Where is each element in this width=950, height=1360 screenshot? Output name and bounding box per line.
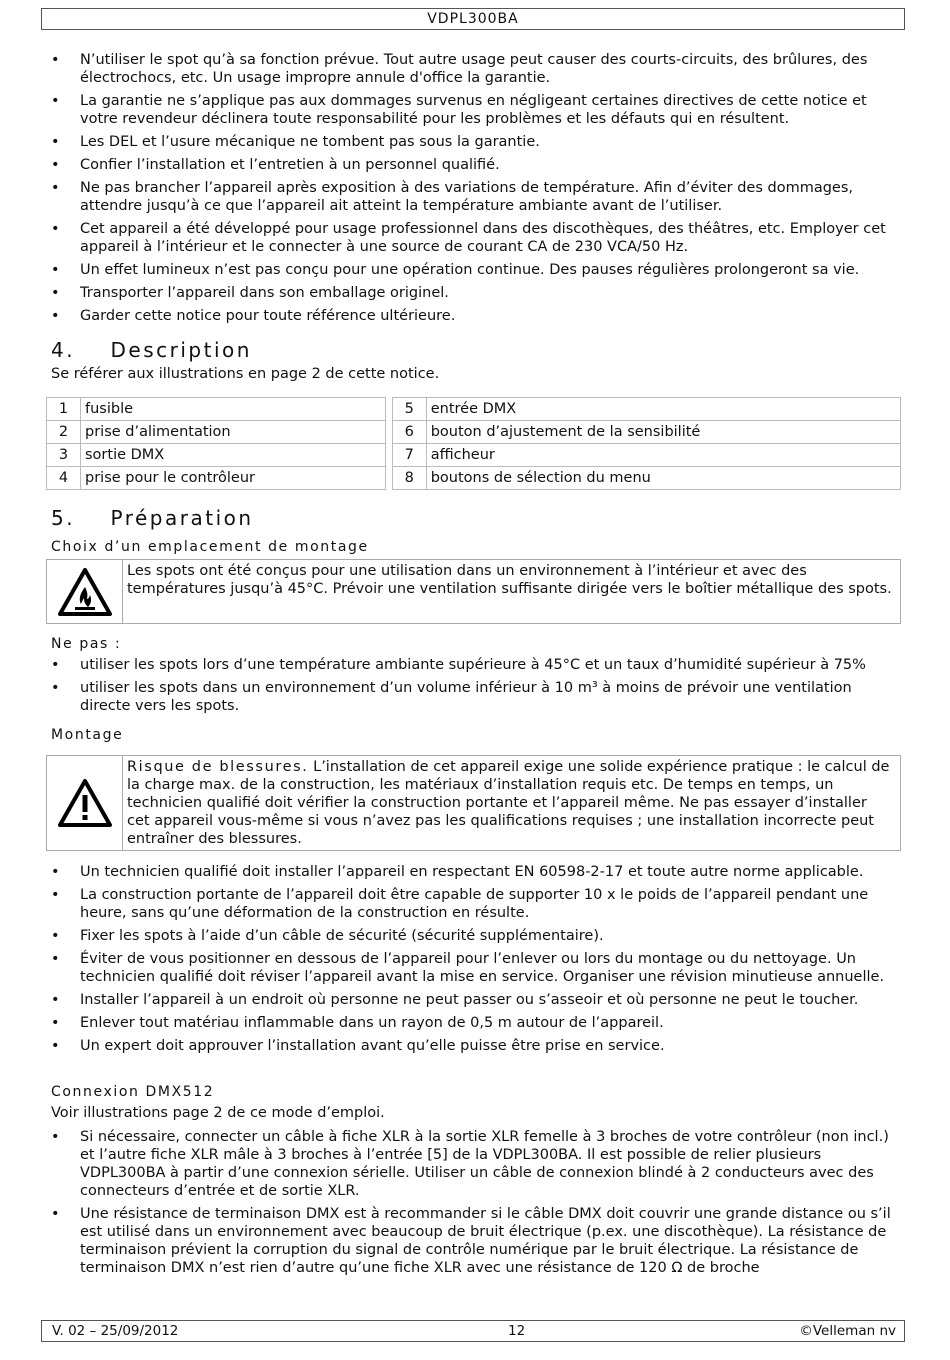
table-cell-number: 4: [47, 467, 81, 490]
table-cell-label: bouton d’ajustement de la sensibilité: [426, 421, 900, 444]
subtitle-ne-pas: Ne pas :: [51, 636, 122, 652]
subtitle-dmx: Connexion DMX512: [51, 1084, 215, 1100]
table-cell-number: 6: [392, 421, 426, 444]
list-item: • Cet appareil a été développé pour usage professionnel dans des discothèques, des théâtres, etc. Employer cet appareil à l’intérieur et le connecter à une source de courant CA de 230 VCA/50 Hz.: [0, 220, 950, 256]
montage-list: [0, 863, 950, 1060]
footer-version: V. 02 – 25/09/2012: [52, 1323, 179, 1339]
list-item: • Un effet lumineux n’est pas conçu pour une opération continue. Des pauses régulières prolongeront sa vie.: [0, 261, 950, 279]
table-cell-number: 3: [47, 444, 81, 467]
list-item: • Installer l’appareil à un endroit où personne ne peut passer ou s’asseoir et où personne ne peut le toucher.: [0, 991, 950, 1009]
list-item: • utiliser les spots lors d’une température ambiante supérieure à 45°C et un taux d’humidité supérieur à 75%: [0, 656, 950, 674]
list-item: • Fixer les spots à l’aide d’un câble de sécurité (sécurité supplémentaire).: [0, 927, 950, 945]
page-footer: [41, 1320, 905, 1342]
table-cell-number: 1: [47, 398, 81, 421]
table-cell-number: 5: [392, 398, 426, 421]
table-cell-label: fusible: [81, 398, 386, 421]
list-item: • Un technicien qualifié doit installer l’appareil en respectant EN 60598-2-17 et toute autre norme applicable.: [0, 863, 950, 881]
header-title: VDPL300BA: [427, 11, 519, 27]
dmx-intro: Voir illustrations page 2 de ce mode d’emploi.: [51, 1105, 385, 1121]
list-item: • Une résistance de terminaison DMX est à recommander si le câble DMX doit couvrir une grande distance ou s’il est utilisé dans un environnement avec beaucoup de bruit électrique (p.ex. une discothèque). La résistance de terminaison prévient la corruption du signal de contrôle numérique par le bruit électrique. La résistance de terminaison DMX n’est rien d’autre qu’une fiche XLR avec une résistance de 120 Ω de broche: [0, 1205, 950, 1277]
table-cell-number: 7: [392, 444, 426, 467]
injury-warning-lead: Risque de blessures.: [127, 759, 309, 775]
subtitle-montage: Montage: [51, 727, 124, 743]
list-item: • Garder cette notice pour toute référence ultérieure.: [0, 307, 950, 325]
list-item: • Enlever tout matériau inflammable dans un rayon de 0,5 m autour de l’appareil.: [0, 1014, 950, 1032]
table-row: [47, 444, 901, 467]
exclamation-warning-icon: [47, 756, 123, 850]
ne-pas-list: [0, 656, 950, 720]
table-row: [47, 467, 901, 490]
safety-bullet-list: [0, 51, 950, 330]
dmx-list: [0, 1128, 950, 1282]
table-cell-number: 2: [47, 421, 81, 444]
list-item: • N’utiliser le spot qu’à sa fonction prévue. Tout autre usage peut causer des courts-circuits, des brûlures, des électrochocs, etc. Un usage impropre annule d'office la garantie.: [0, 51, 950, 87]
list-item: • La garantie ne s’applique pas aux dommages survenus en négligeant certaines directives de cette notice et votre revendeur déclinera toute responsabilité pour les problèmes et les défauts qui en résultent.: [0, 92, 950, 128]
list-item: • Si nécessaire, connecter un câble à fiche XLR à la sortie XLR femelle à 3 broches de votre contrôleur (non incl.) et l’autre fiche XLR mâle à 3 broches à l’entrée [5] de la VDPL300BA. Il est possible de relier plusieurs VDPL300BA à partir d’une connexion sérielle. Utiliser un câble de connexion blindé à 2 conducteurs avec des connecteurs d’entrée et de sortie XLR.: [0, 1128, 950, 1200]
footer-copyright: ©Velleman nv: [799, 1323, 896, 1339]
list-item: • Ne pas brancher l’appareil après exposition à des variations de température. Afin d’éviter des dommages, attendre jusqu’à ce que l’appareil ait atteint la température ambiante avant de l’utiliser.: [0, 179, 950, 215]
injury-warning-box: [46, 755, 901, 851]
description-intro: Se référer aux illustrations en page 2 de cette notice.: [51, 366, 440, 382]
subtitle-location: Choix d’un emplacement de montage: [51, 539, 369, 555]
list-item: • Un expert doit approuver l’installation avant qu’elle puisse être prise en service.: [0, 1037, 950, 1055]
description-table: [46, 397, 901, 490]
injury-warning-body: L’installation de cet appareil exige une solide expérience pratique : le calcul de la charge max. de la construction, les matériaux d’installation requis etc. De temps en temps, un technicien qualifié doit vérifier la construction portante et l’appareil même. Ne pas essayer d’installer cet appareil vous-même si vous n’avez pas les qualifications requises ; une installation incorrecte peut entraîner des blessures.: [127, 759, 890, 847]
fire-warning-text: Les spots ont été conçus pour une utilisation dans un environnement à l’intérieur et avec des températures jusqu’à 45°C. Prévoir une ventilation suffisante dirigée vers le boîtier métallique des spots.: [127, 563, 892, 597]
table-cell-label: entrée DMX: [426, 398, 900, 421]
fire-warning-box: [46, 559, 901, 624]
table-cell-label: boutons de sélection du menu: [426, 467, 900, 490]
list-item: • La construction portante de l’appareil doit être capable de supporter 10 x le poids de l’appareil pendant une heure, sans qu’une déformation de la construction en résulte.: [0, 886, 950, 922]
table-cell-label: prise pour le contrôleur: [81, 467, 386, 490]
flammable-warning-icon: [47, 560, 123, 623]
footer-page-number: 12: [508, 1323, 526, 1339]
section-title-description: 4. Description: [51, 338, 252, 362]
list-item: • Éviter de vous positionner en dessous de l’appareil pour l’enlever ou lors du montage ou du nettoyage. Un technicien qualifié doit réviser l’appareil avant la mise en service. Organiser une révision minutieuse annuelle.: [0, 950, 950, 986]
list-item: • Les DEL et l’usure mécanique ne tombent pas sous la garantie.: [0, 133, 950, 151]
section-title-preparation: 5. Préparation: [51, 506, 254, 530]
table-cell-number: 8: [392, 467, 426, 490]
list-item: • Confier l’installation et l’entretien à un personnel qualifié.: [0, 156, 950, 174]
list-item: • Transporter l’appareil dans son emballage originel.: [0, 284, 950, 302]
page-header: [41, 8, 905, 30]
table-row: [47, 398, 901, 421]
table-cell-label: afficheur: [426, 444, 900, 467]
list-item: • utiliser les spots dans un environnement d’un volume inférieur à 10 m³ à moins de prévoir une ventilation directe vers les spots.: [0, 679, 950, 715]
table-row: [47, 421, 901, 444]
table-cell-label: sortie DMX: [81, 444, 386, 467]
table-cell-label: prise d’alimentation: [81, 421, 386, 444]
injury-warning-text: [127, 756, 900, 850]
